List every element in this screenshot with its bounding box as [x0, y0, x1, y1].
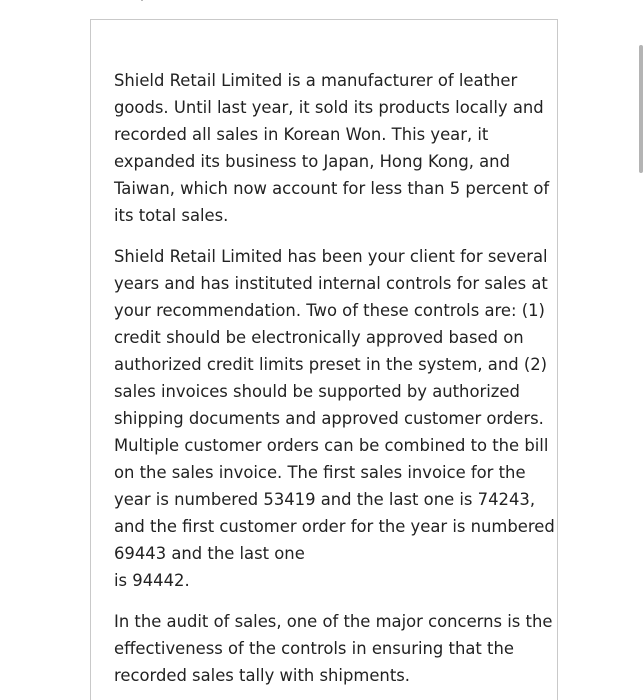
text-line: is 94442.: [114, 571, 190, 590]
text-line: year is numbered 53419 and the last one is 74243,: [114, 490, 536, 509]
text-line: In the audit of sales, one of the major concerns is the: [114, 612, 553, 631]
text-line: on the sales invoice. The first sales invoice for the: [114, 463, 526, 482]
text-line: and the first customer order for the year is numbered: [114, 517, 555, 536]
paragraph-company-background: [114, 67, 550, 229]
text-line: years and has instituted internal controls for sales at: [114, 274, 548, 293]
text-line: sales invoices should be supported by authorized: [114, 382, 520, 401]
text-line: shipping documents and approved customer orders.: [114, 409, 544, 428]
text-line: recorded all sales in Korean Won. This year, it: [114, 125, 489, 144]
text-line: 69443 and the last one: [114, 544, 305, 563]
text-line: effectiveness of the controls in ensuring that the: [114, 639, 514, 658]
text-line: expanded its business to Japan, Hong Kong, and: [114, 152, 510, 171]
text-line: authorized credit limits preset in the system, and (2): [114, 355, 548, 374]
text-line: Multiple customer orders can be combined to the bill: [114, 436, 549, 455]
text-line: Shield Retail Limited has been your client for several: [114, 247, 548, 266]
text-line: its total sales.: [114, 206, 229, 225]
top-edge-mark: [141, 0, 143, 1]
paragraph-audit-concern: [114, 608, 553, 689]
text-line: Shield Retail Limited is a manufacturer of leather: [114, 71, 518, 90]
text-line: goods. Until last year, it sold its products locally and: [114, 98, 544, 117]
paragraph-internal-controls: [114, 243, 555, 594]
scrollbar-thumb[interactable]: [639, 45, 643, 173]
passage-body: [114, 67, 555, 689]
text-line: credit should be electronically approved based on: [114, 328, 524, 347]
passage-card: [90, 19, 558, 700]
text-line: your recommendation. Two of these controls are: (1): [114, 301, 545, 320]
vertical-scrollbar[interactable]: [636, 0, 644, 700]
text-line: recorded sales tally with shipments.: [114, 666, 410, 685]
text-line: Taiwan, which now account for less than 5 percent of: [114, 179, 550, 198]
